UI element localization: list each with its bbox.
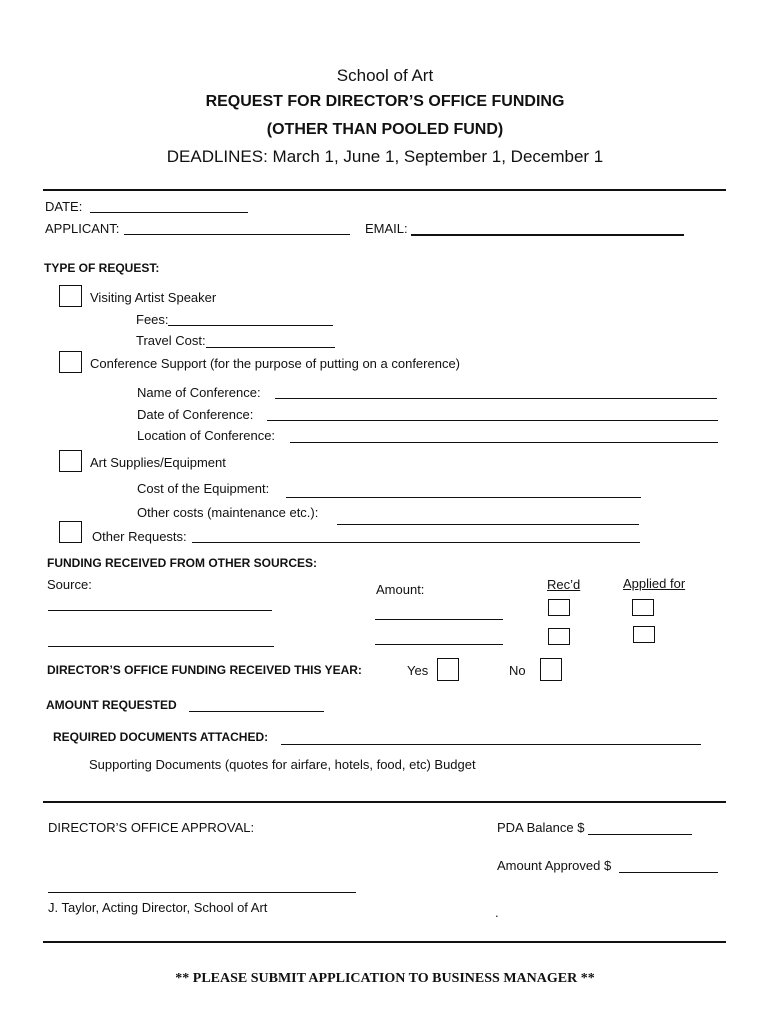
- top-divider: [43, 189, 726, 191]
- conference-checkbox[interactable]: [59, 351, 82, 373]
- equipment-cost-label: Cost of the Equipment:: [137, 481, 270, 496]
- other-requests-field[interactable]: [192, 542, 640, 543]
- yes-checkbox[interactable]: [437, 658, 459, 681]
- recd-checkbox-1[interactable]: [548, 599, 570, 616]
- type-of-request-heading: TYPE OF REQUEST:: [44, 261, 160, 275]
- other-requests-checkbox[interactable]: [59, 521, 82, 543]
- conf-date-label: Date of Conference:: [137, 407, 254, 422]
- date-label: DATE:: [45, 199, 83, 214]
- applied-for-label: Applied for: [623, 576, 686, 591]
- travel-cost-label: Travel Cost:: [136, 333, 206, 348]
- amount-requested-field[interactable]: [189, 711, 324, 712]
- school-name: School of Art: [336, 66, 434, 85]
- recd-label: Rec’d: [547, 577, 581, 592]
- required-docs-field[interactable]: [281, 744, 701, 745]
- applied-checkbox-2[interactable]: [633, 626, 655, 643]
- source-label: Source:: [47, 577, 92, 592]
- yes-label: Yes: [407, 663, 429, 678]
- visiting-artist-label: Visiting Artist Speaker: [90, 290, 217, 305]
- conf-date-field[interactable]: [267, 420, 718, 421]
- amount-approved-field[interactable]: [619, 872, 718, 873]
- conf-name-label: Name of Conference:: [137, 385, 261, 400]
- applicant-field[interactable]: [124, 234, 350, 235]
- amount-requested-label: AMOUNT REQUESTED: [46, 698, 177, 712]
- required-docs-label: REQUIRED DOCUMENTS ATTACHED:: [53, 730, 269, 744]
- funding-heading: FUNDING RECEIVED FROM OTHER SOURCES:: [47, 556, 318, 570]
- applied-checkbox-1[interactable]: [632, 599, 654, 616]
- conf-name-field[interactable]: [275, 398, 717, 399]
- amount-field-1[interactable]: [375, 619, 503, 620]
- signatory-name: J. Taylor, Acting Director, School of Art: [48, 900, 268, 915]
- equipment-cost-field[interactable]: [286, 497, 641, 498]
- conf-location-field[interactable]: [290, 442, 718, 443]
- no-checkbox[interactable]: [540, 658, 562, 681]
- email-label: EMAIL:: [365, 221, 408, 236]
- other-requests-label: Other Requests:: [92, 529, 187, 544]
- art-supplies-checkbox[interactable]: [59, 450, 82, 472]
- director-approval-label: DIRECTOR’S OFFICE APPROVAL:: [48, 820, 255, 835]
- visiting-artist-checkbox[interactable]: [59, 285, 82, 307]
- dot-mark: .: [495, 905, 499, 920]
- pda-balance-label: PDA Balance $: [497, 820, 585, 835]
- fees-field[interactable]: [168, 325, 333, 326]
- source-field-1[interactable]: [48, 610, 272, 611]
- supporting-docs-text: Supporting Documents (quotes for airfare, hotels, food, etc) Budget: [89, 757, 476, 772]
- conference-label: Conference Support (for the purpose of putting on a conference): [90, 356, 461, 371]
- form-title: REQUEST FOR DIRECTOR’S OFFICE FUNDING: [205, 93, 565, 110]
- signature-line[interactable]: [48, 892, 356, 893]
- form-subtitle: (OTHER THAN POOLED FUND): [266, 121, 504, 138]
- travel-cost-field[interactable]: [206, 347, 335, 348]
- amount-approved-label: Amount Approved $: [497, 858, 612, 873]
- bottom-divider: [43, 941, 726, 943]
- art-supplies-label: Art Supplies/Equipment: [90, 455, 226, 470]
- deadlines: DEADLINES: March 1, June 1, September 1, December 1: [166, 147, 604, 166]
- no-label: No: [509, 663, 526, 678]
- conf-location-label: Location of Conference:: [137, 428, 276, 443]
- email-field[interactable]: [411, 234, 684, 236]
- recd-checkbox-2[interactable]: [548, 628, 570, 645]
- approval-divider: [43, 801, 726, 803]
- source-field-2[interactable]: [48, 646, 274, 647]
- other-costs-label: Other costs (maintenance etc.):: [137, 505, 319, 520]
- director-funding-label: DIRECTOR’S OFFICE FUNDING RECEIVED THIS YEAR:: [47, 663, 362, 677]
- applicant-label: APPLICANT:: [45, 221, 120, 236]
- amount-field-2[interactable]: [375, 644, 503, 645]
- fees-label: Fees:: [136, 312, 169, 327]
- amount-label: Amount:: [376, 582, 425, 597]
- pda-balance-field[interactable]: [588, 834, 692, 835]
- other-costs-field[interactable]: [337, 524, 639, 525]
- date-field[interactable]: [90, 212, 248, 213]
- submit-note: ** PLEASE SUBMIT APPLICATION TO BUSINESS MANAGER **: [175, 971, 595, 986]
